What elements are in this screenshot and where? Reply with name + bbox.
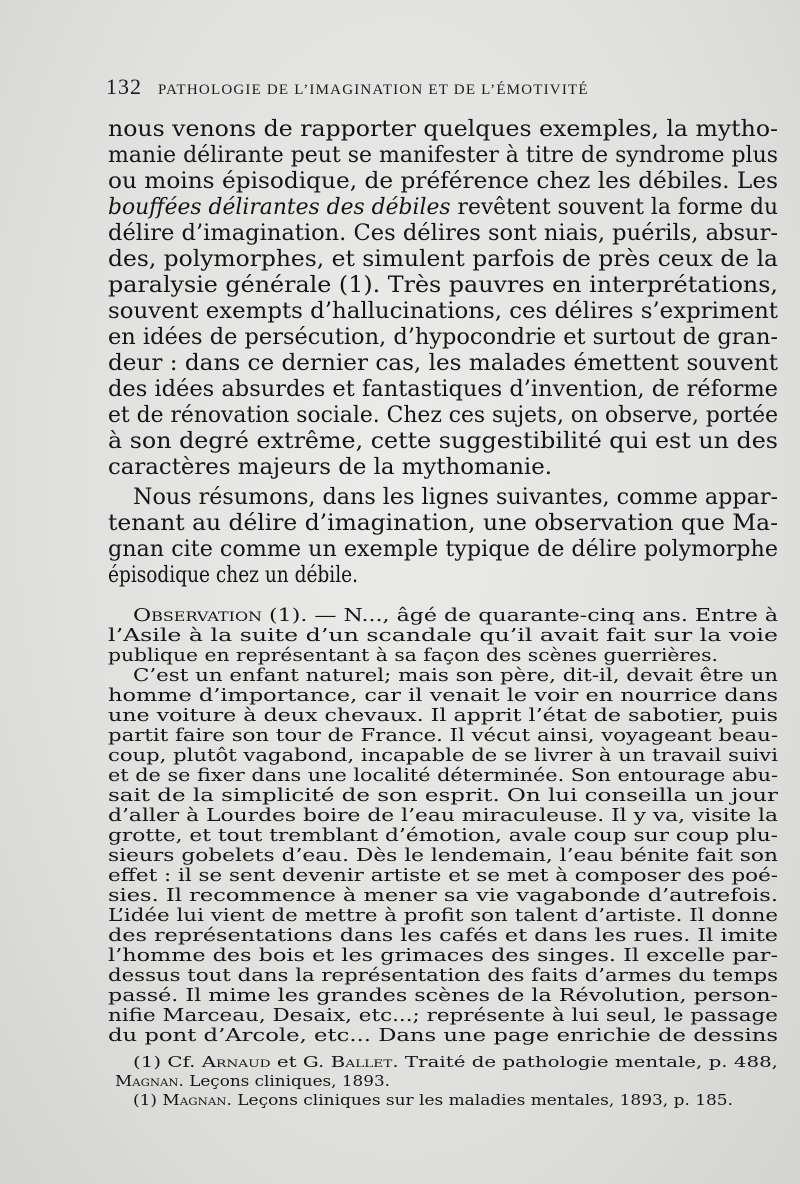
footnote-1-line bbox=[133, 1054, 778, 1072]
observation-label: Observation bbox=[133, 605, 263, 626]
text-span: et G. bbox=[270, 1055, 331, 1071]
text-line: deur : dans ce dernier cas, les malades émettent souvent bbox=[108, 350, 779, 376]
footnote-author: Magnan bbox=[162, 1093, 227, 1109]
text-line: des représentations dans les cafés et dans les rues. Il imite bbox=[108, 925, 778, 946]
text-line: homme d’importance, car il venait le voir en nourrice dans bbox=[108, 685, 778, 706]
text-line: tenant au délire d’imagination, une observation que Ma- bbox=[108, 510, 778, 536]
text-line: L’idée lui vient de mettre à profit son talent d’artiste. Il donne bbox=[108, 905, 778, 926]
text-line: ou moins épisodique, de préférence chez les débiles. Les bbox=[108, 168, 778, 194]
text-span: . Leçons cliniques sur les maladies mentales, 1893, p. 185. bbox=[226, 1093, 733, 1109]
text-line: C’est un enfant naturel; mais son père, dit-il, devait être un bbox=[133, 665, 778, 686]
text-line: sies. Il recommence à mener sa vie vagabonde d’autrefois. bbox=[108, 885, 778, 906]
text-line: paralysie générale (1). Très pauvres en interprétations, bbox=[108, 272, 778, 298]
text-line: publique en représentant à sa façon des scènes guerrières. bbox=[108, 645, 718, 666]
text-line: délire d’imagination. Ces délires sont niais, puérils, absur- bbox=[108, 220, 778, 246]
text-line: des idées absurdes et fantastiques d’invention, de réforme bbox=[108, 376, 778, 402]
page-header bbox=[106, 74, 589, 104]
text-line bbox=[108, 194, 778, 220]
text-line: sait de la simplicité de son esprit. On lui conseilla un jour bbox=[108, 785, 778, 806]
footnote-2-line bbox=[133, 1092, 733, 1110]
text-line: gnan cite comme un exemple typique de délire polymorphe bbox=[108, 536, 778, 562]
text-line: nous venons de rapporter quelques exemples, la mytho- bbox=[108, 116, 778, 142]
footnote-1-line-2 bbox=[115, 1073, 390, 1091]
text-line: à son degré extrême, cette suggestibilité qui est un des bbox=[108, 428, 778, 454]
text-line: en idées de persécution, d’hypocondrie et surtout de gran- bbox=[108, 324, 778, 350]
observation-heading-line bbox=[133, 606, 778, 626]
text-line: nifie Marceau, Desaix, etc...; représente à lui seul, le passage bbox=[108, 1005, 778, 1026]
text-line: l’Asile à la suite d’un scandale qu’il avait fait sur la voie bbox=[108, 625, 778, 646]
text-line: et de rénovation sociale. Chez ces sujets, on observe, portée bbox=[108, 402, 778, 428]
text-line: et de se fixer dans une localité déterminée. Son entourage abu- bbox=[108, 765, 778, 786]
text-line: effet : il se sent devenir artiste et se met à composer des poé- bbox=[108, 865, 778, 886]
text-line: sieurs gobelets d’eau. Dès le lendemain, l’eau bénite fait son bbox=[108, 845, 778, 866]
page-number: 132 bbox=[106, 74, 142, 99]
italic-phrase: bouffées délirantes des débiles bbox=[108, 194, 451, 220]
footnote-mark: (1) bbox=[133, 1093, 163, 1109]
text-line: du pont d’Arcole, etc... Dans une page enrichie de dessins bbox=[108, 1025, 778, 1046]
text-span: (1). — N..., âgé de quarante-cinq ans. Entre à bbox=[262, 605, 778, 626]
footnote-author: Ballet bbox=[330, 1055, 393, 1071]
text-span: . Leçons cliniques, 1893. bbox=[178, 1074, 390, 1090]
text-line: des, polymorphes, et simulent parfois de près ceux de la bbox=[108, 246, 779, 272]
text-line: partit faire son tour de France. Il vécut ainsi, voyageant beau- bbox=[108, 725, 778, 746]
text-line: manie délirante peut se manifester à titre de syndrome plus bbox=[108, 142, 778, 168]
text-line: coup, plutôt vagabond, incapable de se livrer à un travail suivi bbox=[108, 745, 778, 766]
footnote-mark: (1) Cf. bbox=[133, 1055, 202, 1071]
footnote-author: Arnaud bbox=[201, 1055, 271, 1071]
text-line: passé. Il mime les grandes scènes de la Révolution, person- bbox=[108, 985, 778, 1006]
running-title: PATHOLOGIE DE L’IMAGINATION ET DE L’ÉMOTIVITÉ bbox=[158, 82, 589, 98]
text-line: épisodique chez un débile. bbox=[108, 562, 358, 588]
text-span: revêtent souvent la forme du bbox=[450, 194, 778, 220]
text-line: d’aller à Lourdes boire de l’eau miraculeuse. Il y va, visite la bbox=[108, 805, 778, 826]
text-line: l’homme des bois et les grimaces des singes. Il excelle par- bbox=[108, 945, 778, 966]
text-line: dessus tout dans la représentation des faits d’armes du temps bbox=[108, 965, 778, 986]
text-line: caractères majeurs de la mythomanie. bbox=[108, 454, 552, 480]
footnote-author: Magnan bbox=[115, 1074, 179, 1090]
text-line: souvent exempts d’hallucinations, ces délires s’expriment bbox=[108, 298, 779, 324]
text-span: . Traité de pathologie mentale, p. 488, bbox=[392, 1055, 778, 1071]
text-line: une voiture à deux chevaux. Il apprit l’état de sabotier, puis bbox=[108, 705, 778, 726]
text-line: grotte, et tout tremblant d’émotion, avale coup sur coup plu- bbox=[108, 825, 778, 846]
text-line: Nous résumons, dans les lignes suivantes, comme appar- bbox=[133, 484, 778, 510]
